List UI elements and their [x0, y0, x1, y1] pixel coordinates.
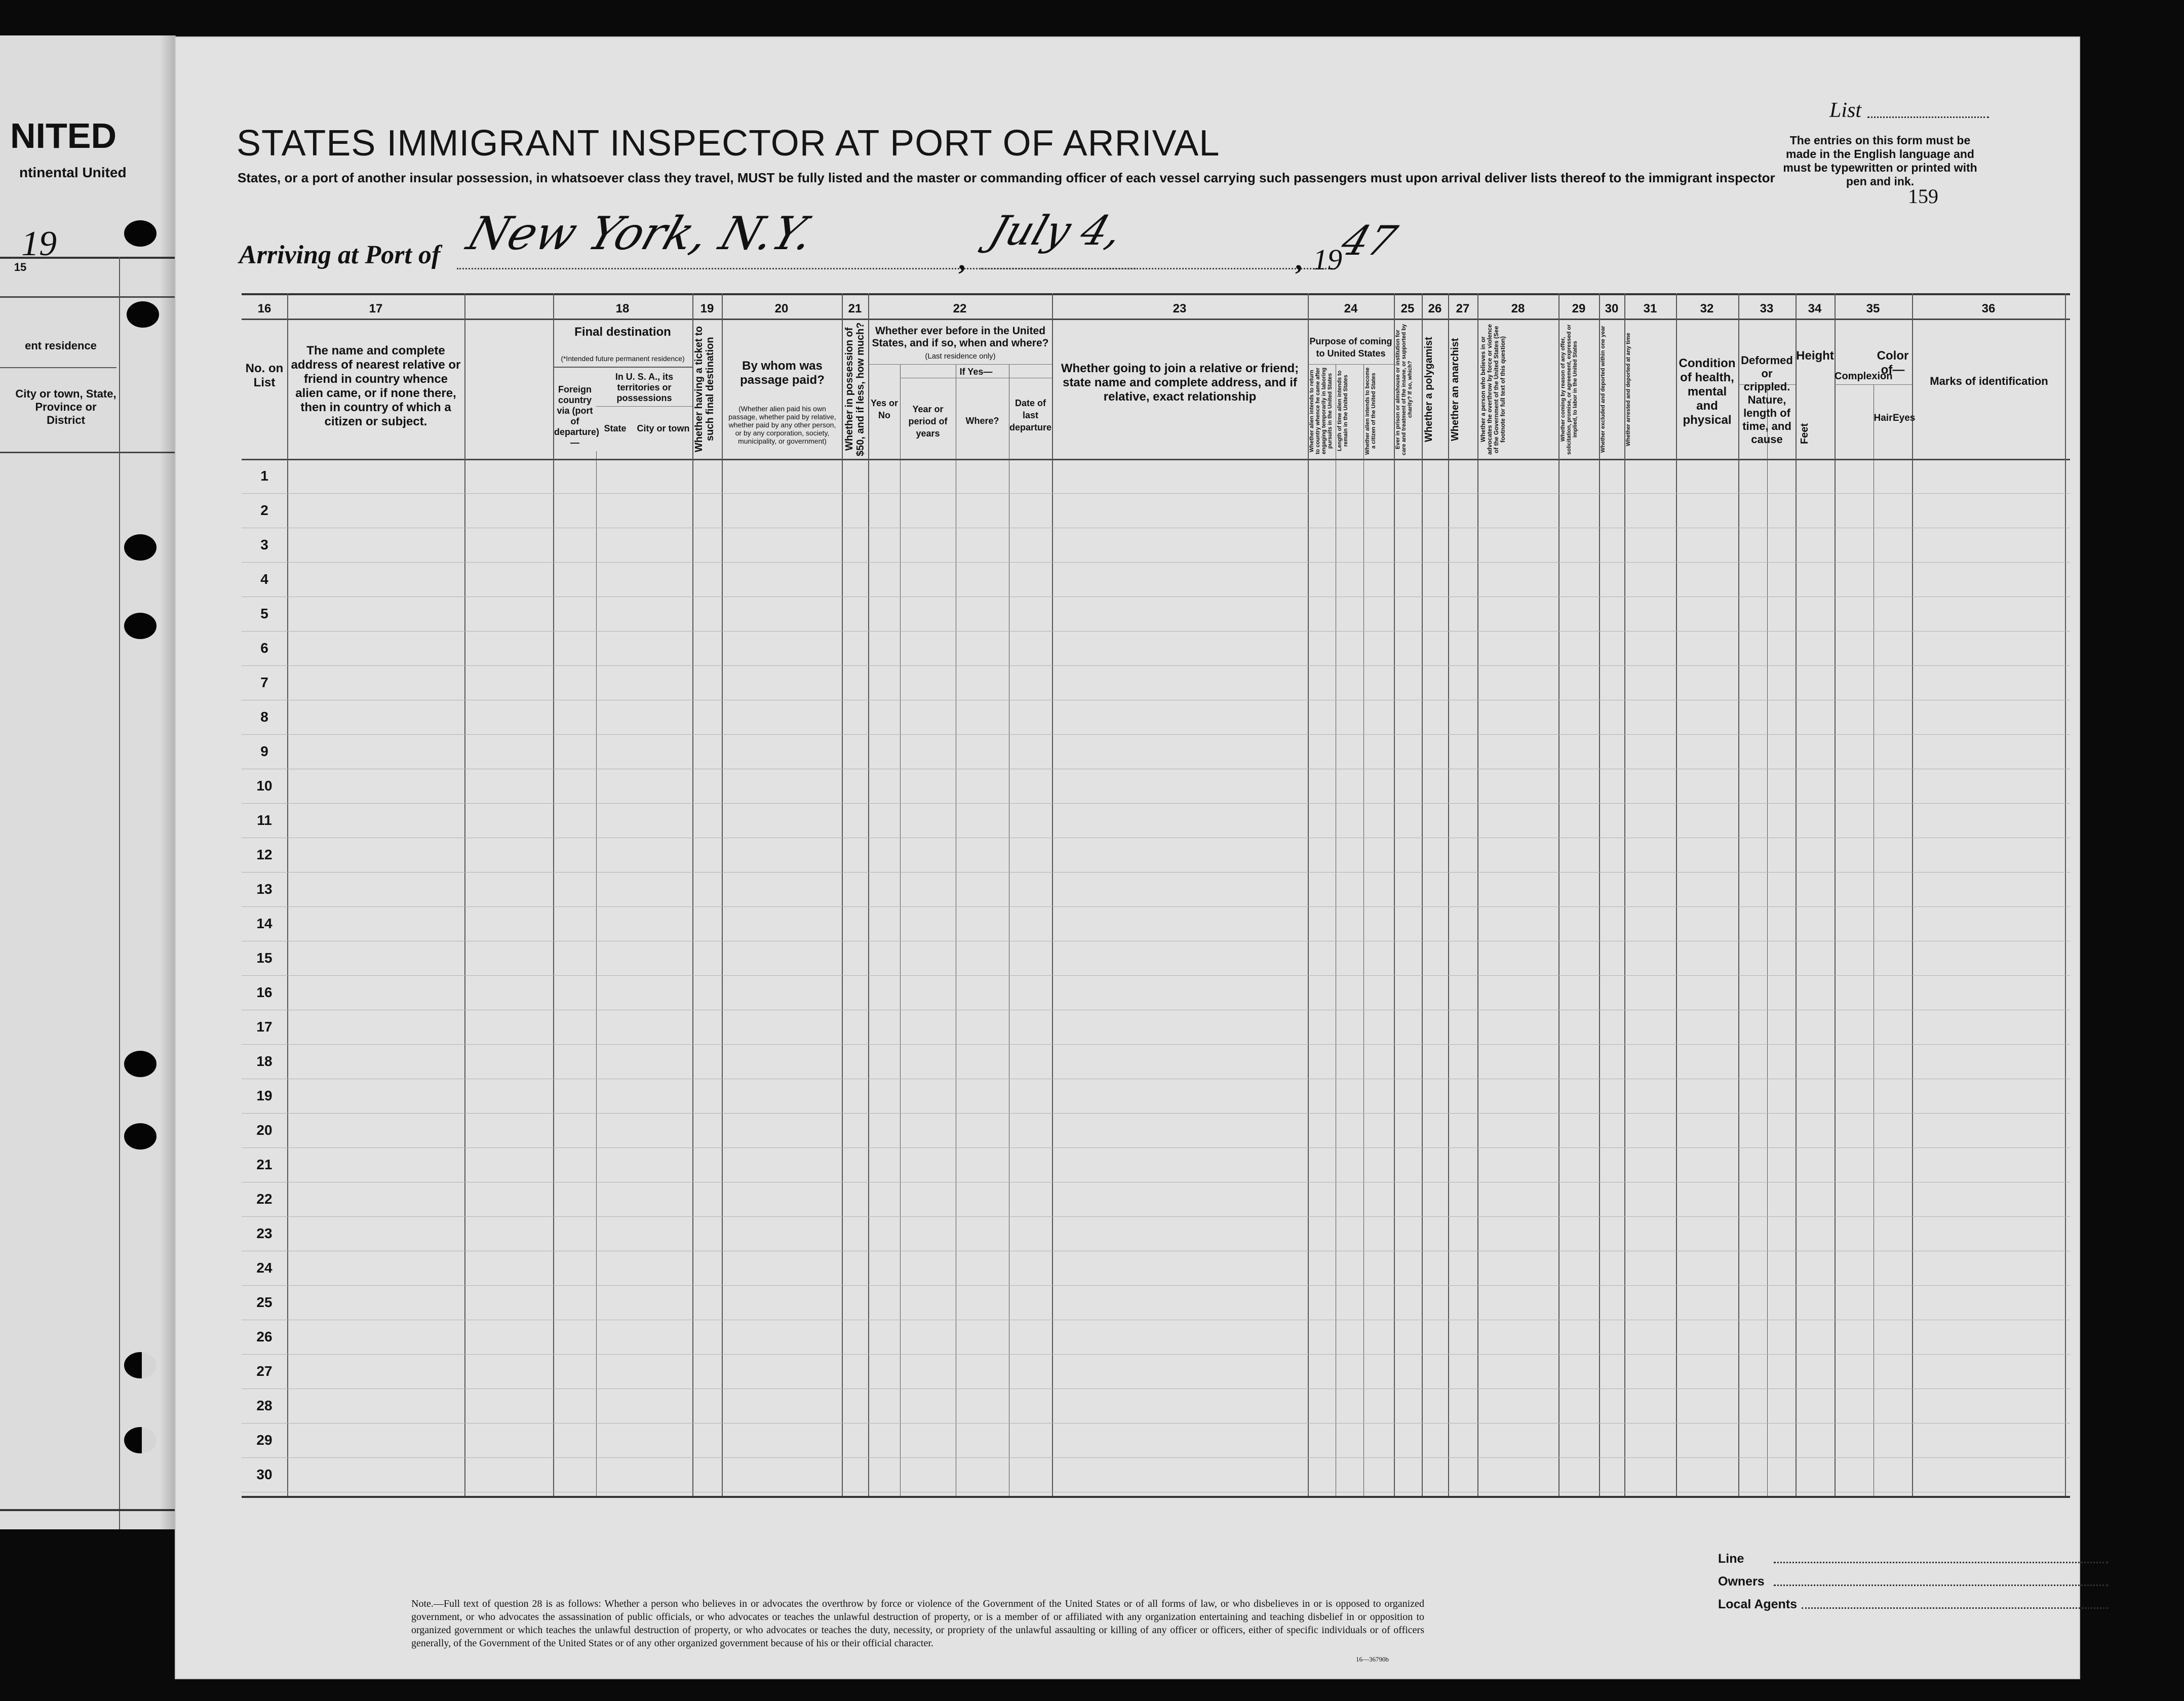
col22-yes-no: Yes or No [870, 398, 899, 420]
row-rule [242, 493, 2070, 494]
column-number: 36 [1981, 302, 1996, 315]
left-top-rule [0, 257, 175, 259]
col24-title: Purpose of coming to United States [1309, 336, 1392, 359]
column-rule [1363, 364, 1364, 1496]
col18-foreign: Foreign country via (port of departure)— [554, 384, 600, 448]
column-rule [692, 293, 693, 1496]
column-rule [1052, 293, 1053, 1496]
local-agents-label: Local Agents [1718, 1597, 1798, 1611]
col34-title: Height [1796, 349, 1834, 363]
row-number: 3 [260, 537, 268, 552]
column-number: 19 [700, 302, 714, 315]
list-field-line [1867, 116, 1989, 118]
subheader-rule [553, 367, 692, 368]
row-number: 5 [260, 606, 268, 621]
row-rule [242, 872, 2070, 873]
line-label: Line [1718, 1552, 1744, 1566]
column-number: 35 [1866, 302, 1880, 315]
column-number: 23 [1173, 302, 1187, 315]
col36-eyes: Eyes [1893, 413, 1916, 423]
column-number: 22 [953, 302, 967, 315]
column-rule [842, 293, 843, 1496]
local-agents-field [1802, 1607, 2108, 1609]
column-rule [1599, 293, 1600, 1496]
row-number: 26 [256, 1329, 272, 1344]
binder-hole [124, 1352, 157, 1378]
row-number: 6 [260, 640, 268, 656]
row-number: 11 [257, 812, 272, 828]
footnote-question-28: Note.—Full text of question 28 is as follows: Whether a person who believes in or advocates the overthrow by force or violence of the Government of the United States or of all forms of law, or who disbelieves in or is opposed to organized government, or who advocates the assassination of public officials, or who advocates or teaches the unlawful destruction of property, or is a member of or affiliated with any organization entertaining and teaching disbelief in or opposition to organized government or which teaches the unlawful destruction of property, or who advocates or teaches the duty, necessity, or propriety of the unlawful assaulting or killing of any officer or officers, either of specific individuals or of officers generally, of the Government of the United States or of any other organized government because of his or their official character. [411, 1598, 1424, 1649]
row-number: 15 [256, 950, 272, 966]
col18-state: State [604, 423, 627, 433]
table-bottom-rule [242, 1496, 2070, 1498]
binder-hole [124, 1051, 157, 1077]
row-number: 25 [256, 1294, 272, 1310]
column-number: 24 [1344, 302, 1358, 315]
column-number: 31 [1643, 302, 1657, 315]
column-number: 33 [1760, 302, 1774, 315]
row-rule [242, 975, 2070, 976]
binder-hole [124, 613, 157, 639]
column-rule [1676, 293, 1677, 1496]
col26-header: Whether a polygamist [1423, 337, 1434, 442]
col34-feet: Feet [1799, 423, 1810, 445]
col20-title: By whom was passage paid? [740, 359, 825, 387]
column-rule [1738, 293, 1739, 1496]
manifest-page [175, 36, 2080, 1679]
col22-period: Year or period of years [908, 404, 948, 439]
row-number: 7 [260, 675, 268, 690]
row-rule [242, 1044, 2070, 1045]
column-rule [2065, 293, 2066, 1496]
binder-hole [127, 301, 159, 328]
subheader-rule [868, 364, 1052, 365]
column-number: 16 [257, 302, 271, 315]
column-number: 21 [848, 302, 862, 315]
row-rule [242, 562, 2070, 563]
row-number: 10 [256, 778, 272, 794]
col29-header: Whether coming by reason of any offer, solicitation, promise, or agreement, expressed or implied, to labor in the United States [1560, 324, 1578, 455]
column-rule [464, 293, 465, 1496]
form-instructions: The entries on this form must be made in the English language and must be typewritten or printed with pen and ink. [1783, 134, 1977, 188]
row-number: 9 [260, 743, 268, 759]
row-number: 14 [256, 916, 272, 931]
column-rule [287, 293, 288, 1496]
port-handwritten: New York, N.Y. [460, 207, 821, 260]
comma-separator: , [958, 245, 965, 276]
row-number: 28 [256, 1398, 272, 1413]
column-rule [1477, 293, 1478, 1496]
column-number: 18 [615, 302, 630, 315]
binder-hole [124, 1427, 157, 1453]
left-header-bottom [0, 452, 175, 453]
column-rule [1912, 293, 1913, 1496]
column-number: 26 [1428, 302, 1442, 315]
row-rule [242, 1113, 2070, 1114]
column-rule [553, 293, 554, 1496]
column-number: 29 [1572, 302, 1586, 315]
col20-note: (Whether alien paid his own passage, whether paid by relative, whether paid by any other person, or by any corporation, society, municipality, or government) [728, 405, 836, 445]
row-number: 27 [256, 1363, 272, 1379]
binder-hole [124, 1123, 157, 1150]
col25-header: Ever in prison or almshouse or institution for care and treatment of the insane, or supported by charity? If so, which? [1395, 324, 1413, 455]
column-rule [1448, 293, 1449, 1496]
col18-city: City or town [637, 423, 690, 433]
col22-date: Date of last departure [1009, 398, 1052, 432]
column-number: 28 [1511, 302, 1525, 315]
col31-header: Whether arrested and deported at any time [1625, 333, 1631, 446]
row-number: 13 [256, 881, 272, 897]
column-rule [868, 293, 869, 1496]
arriving-port-label: Arriving at Port of [239, 241, 441, 269]
row-number: 17 [256, 1019, 272, 1035]
row-number: 18 [256, 1053, 272, 1069]
left-col-sub: City or town, State, Province or District [15, 387, 116, 426]
form-code: 16—36790b [1356, 1655, 1389, 1663]
page-number: 159 [1908, 185, 1938, 208]
left-col-number: 15 [14, 261, 27, 273]
owners-label: Owners [1718, 1574, 1765, 1589]
page-title: STATES IMMIGRANT INSPECTOR AT PORT OF ARRIVAL [237, 123, 1220, 164]
row-number: 30 [256, 1467, 272, 1482]
comma-separator: , [1295, 245, 1302, 276]
col32-header: Condition of health, mental and physical [1679, 357, 1736, 427]
column-rule [1394, 293, 1395, 1496]
left-page-fragment [0, 35, 176, 1529]
column-rule [1796, 293, 1797, 1496]
list-label: List [1829, 99, 1862, 122]
col35-header: Complexion [1835, 371, 1893, 382]
subheader-rule [596, 406, 692, 407]
binder-hole [124, 220, 157, 247]
manifest-table [242, 260, 2070, 1501]
col28-header: Whether a person who believes in or advocates the overthrow by force or violence of the Government of the United States (See footnote for full text of this question) [1479, 324, 1506, 455]
col30-header: Whether excluded and deported within one year [1600, 326, 1606, 453]
year-prefix: 19 [1313, 243, 1342, 276]
row-number: 19 [256, 1088, 272, 1103]
row-rule [242, 1285, 2070, 1286]
col36-title: Color of— [1877, 349, 1909, 377]
column-rule [1422, 293, 1423, 1496]
column-rule [596, 451, 597, 1496]
left-colnum-rule [0, 296, 175, 298]
col21-header: Whether in possession of $50, and if less, how much? [844, 322, 866, 456]
col24-a-header: Whether alien intends to return to country whence he came after engaging temporarily in laboring pursuits in the United States [1309, 367, 1333, 455]
row-rule [242, 1216, 2070, 1217]
col27-header: Whether an anarchist [1450, 338, 1461, 441]
column-number: 32 [1700, 302, 1714, 315]
col22-if-yes: If Yes— [959, 367, 993, 377]
row-rule [242, 734, 2070, 735]
row-rule [242, 803, 2070, 804]
col33-header: Deformed or crippled. Nature, length of time, and cause [1741, 354, 1793, 446]
column-rule [1558, 293, 1559, 1496]
column-rule [1308, 293, 1309, 1496]
row-number: 20 [256, 1122, 272, 1138]
row-number: 29 [256, 1432, 272, 1448]
column-number: 20 [774, 302, 789, 315]
col24-b-header: Length of time alien intends to remain in the United States [1337, 370, 1349, 452]
left-col-header: ent residence [25, 339, 97, 352]
row-number: 1 [260, 468, 268, 484]
row-number: 22 [256, 1191, 272, 1207]
column-rule [722, 293, 723, 1496]
left-col-divider [0, 367, 116, 368]
row-number: 23 [256, 1225, 272, 1241]
page-subtitle: States, or a port of another insular possession, in whatsoever class they travel, MUST be fully listed and the master or commanding officer of each vessel carrying such passengers must upon arrival deliver lists thereof to the immigrant inspector [238, 170, 1775, 185]
left-bottom-rule [0, 1509, 175, 1511]
column-number: 30 [1605, 302, 1619, 315]
row-number: 24 [256, 1260, 272, 1276]
left-title-fragment: NITED [10, 116, 116, 155]
line-field [1774, 1562, 2108, 1563]
column-rule [900, 364, 901, 1496]
col17-header: The name and complete address of nearest relative or friend in country whence alien came, or if none there, then in country of which a citizen or subject. [291, 344, 461, 428]
subheader-rule [1835, 384, 1912, 385]
col22-note: (Last residence only) [925, 352, 996, 361]
col22-title: Whether ever before in the United States, and if so, when and where? [872, 325, 1049, 349]
left-year-fragment: 19 [21, 224, 57, 263]
row-number: 12 [256, 847, 272, 862]
column-number: 27 [1456, 302, 1470, 315]
col36-hair: Hair [1874, 413, 1893, 423]
left-subtitle-fragment: ntinental United [19, 165, 127, 180]
col18-note: (*Intended future permanent residence) [561, 354, 685, 363]
column-number: 34 [1808, 302, 1822, 315]
row-number: 16 [256, 984, 272, 1000]
row-rule [242, 1457, 2070, 1458]
col22-where: Where? [965, 416, 999, 426]
row-rule [242, 906, 2070, 907]
row-rule [242, 1354, 2070, 1355]
owners-field [1774, 1585, 2108, 1586]
col18-usa: In U. S. A., its territories or possessions [615, 372, 674, 403]
col24-c-header: Whether alien intends to become a citizen of the United States [1364, 367, 1377, 455]
column-number: 25 [1400, 302, 1415, 315]
row-number: 8 [260, 709, 268, 725]
row-rule [242, 665, 2070, 666]
year-handwritten: 47 [1335, 217, 1402, 264]
col16-header: No. on List [245, 362, 284, 389]
col23-header: Whether going to join a relative or friend; state name and complete address, and if relative, exact relationship [1061, 362, 1299, 404]
col19-header: Whether having a ticket to such final destination [693, 326, 716, 452]
column-rule [1624, 293, 1625, 1496]
column-number: 17 [369, 302, 383, 315]
column-rule [1835, 293, 1836, 1496]
column-rule [1767, 384, 1768, 1496]
col18-title: Final destination [574, 325, 671, 339]
subheader-rule [1308, 364, 1394, 365]
row-number: 21 [256, 1157, 272, 1172]
left-vertical-rule [119, 257, 120, 1529]
col37-header: Marks of identification [1930, 375, 2048, 387]
date-handwritten: July 4, [983, 207, 1129, 254]
binder-hole [124, 534, 157, 561]
row-number: 2 [260, 502, 268, 518]
row-number: 4 [260, 571, 268, 587]
